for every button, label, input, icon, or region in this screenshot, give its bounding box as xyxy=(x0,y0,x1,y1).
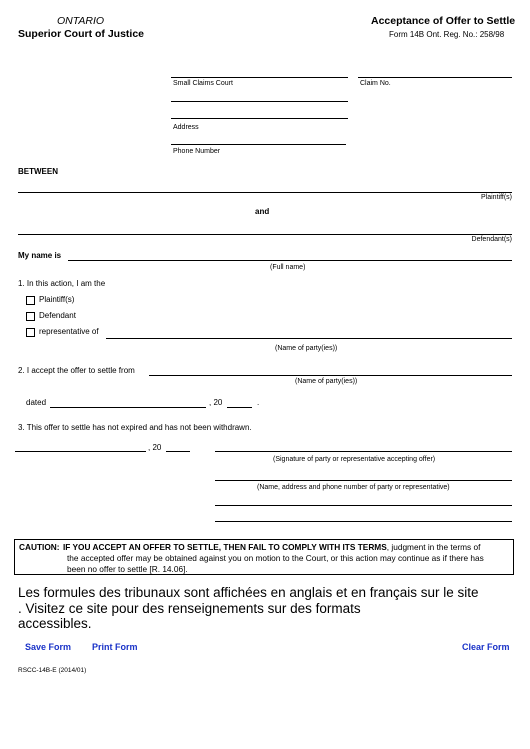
plaintiff-option-label: Plaintiff(s) xyxy=(39,295,75,304)
offer-year-field[interactable] xyxy=(227,407,252,408)
and-label: and xyxy=(255,207,270,216)
address-line-1[interactable] xyxy=(171,101,348,102)
signature-year-prefix: , 20 xyxy=(148,443,162,452)
section3-text: 3. This offer to settle has not expired and has not been withdrawn. xyxy=(18,423,252,432)
offer-from-field[interactable] xyxy=(149,375,512,376)
form-code: RSCC-14B-E (2014/01) xyxy=(18,667,87,674)
defendants-label: Defendant(s) xyxy=(471,236,512,243)
french-notice xyxy=(18,585,518,632)
defendant-name-line[interactable] xyxy=(18,234,512,235)
claim-no-label: Claim No. xyxy=(360,80,391,87)
address-label: Address xyxy=(173,124,199,131)
full-name-caption: (Full name) xyxy=(270,264,306,271)
section1-party-caption: (Name of party(ies)) xyxy=(275,345,338,352)
signature-date-field[interactable] xyxy=(15,451,146,452)
plaintiffs-label: Plaintiff(s) xyxy=(481,194,512,201)
header-court: Superior Court of Justice xyxy=(18,28,145,40)
caution-text-line3: been no offer to settle [R. 14.06]. xyxy=(67,564,188,574)
contact-caption: (Name, address and phone number of party or representative) xyxy=(257,484,450,491)
representative-checkbox[interactable] xyxy=(26,328,35,337)
form-reference: Form 14B Ont. Reg. No.: 258/98 xyxy=(389,30,505,39)
plaintiff-checkbox[interactable] xyxy=(26,296,35,305)
small-claims-court-label: Small Claims Court xyxy=(173,80,233,87)
caution-text-line1: , judgment in the terms of xyxy=(386,542,481,552)
address-line-2[interactable] xyxy=(171,118,348,119)
section2-party-caption: (Name of party(ies)) xyxy=(295,378,358,385)
contact-field-2[interactable] xyxy=(215,505,512,506)
representative-option-label: representative of xyxy=(39,327,99,336)
caution-box xyxy=(14,539,514,575)
full-name-field[interactable] xyxy=(68,260,512,261)
my-name-label: My name is xyxy=(18,251,62,260)
plaintiff-name-line[interactable] xyxy=(18,192,512,193)
representative-party-field[interactable] xyxy=(106,338,512,339)
header-province: ONTARIO xyxy=(57,15,105,27)
save-form-button[interactable]: Save Form xyxy=(25,642,72,652)
claim-no-line[interactable] xyxy=(358,77,512,78)
defendant-option-label: Defendant xyxy=(39,311,76,320)
signature-year-field[interactable] xyxy=(166,451,190,452)
phone-line[interactable] xyxy=(171,144,346,145)
dated-label: dated xyxy=(26,398,47,407)
defendant-checkbox[interactable] xyxy=(26,312,35,321)
offer-date-period: . xyxy=(257,398,260,407)
contact-field-1[interactable] xyxy=(215,480,512,481)
print-form-button[interactable]: Print Form xyxy=(92,642,138,652)
section2-text: 2. I accept the offer to settle from xyxy=(18,366,135,375)
caution-text-line2: the accepted offer may be obtained against you on motion to the Court, or this action may continue as if there has xyxy=(67,553,484,563)
offer-date-field[interactable] xyxy=(50,407,206,408)
form-title: Acceptance of Offer to Settle xyxy=(371,15,516,27)
phone-label: Phone Number xyxy=(173,148,221,155)
caution-bold-text: IF YOU ACCEPT AN OFFER TO SETTLE, THEN FAIL TO COMPLY WITH ITS TERMS xyxy=(63,542,387,552)
offer-year-prefix: , 20 xyxy=(209,398,223,407)
french-notice-link[interactable]: . Visitez ce site pour des renseignements sur des formats xyxy=(18,600,361,616)
clear-form-button[interactable]: Clear Form xyxy=(462,642,510,652)
court-name-line[interactable] xyxy=(171,77,348,78)
between-heading: BETWEEN xyxy=(18,167,58,176)
signature-field[interactable] xyxy=(215,451,512,452)
signature-caption: (Signature of party or representative accepting offer) xyxy=(273,456,436,463)
contact-field-3[interactable] xyxy=(215,521,512,522)
caution-label: CAUTION: xyxy=(19,542,60,552)
french-notice-line3: accessibles. xyxy=(18,616,92,631)
section1-heading: 1. In this action, I am the xyxy=(18,279,106,288)
french-notice-line1: Les formules des tribunaux sont affichées en anglais et en français sur le site xyxy=(18,585,479,600)
